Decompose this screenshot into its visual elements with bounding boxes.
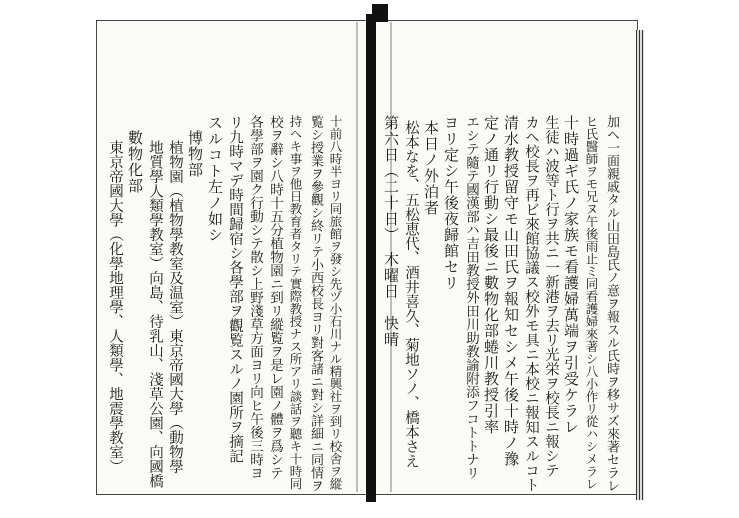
left-column-8: 博物部 (186, 130, 204, 178)
right-column-1: 加ヘ一面親戚タル山田島氏ノ意ヲ報スル氏時ヲ移サズ來著セラレ (604, 115, 619, 492)
left-column-7: スルコト左ノ如シ (206, 115, 224, 243)
left-gutter-shadow (356, 22, 358, 492)
page-edge-stack (636, 30, 644, 500)
left-column-10: 地質學人類學教室）向島、待乳山、淺草公園、向國橋 (147, 140, 163, 488)
right-column-3: 十時過ギ氏ノ家族モ看護婦萬端ヲ引受ケラレ (562, 115, 580, 435)
left-column-1: 十前八時半ヨリ同旅館ヲ發シ先ヅ小石川ナル精興社ヲ到リ校舎ヲ縱 (328, 115, 343, 490)
right-column-9: ヨリ定シ午後夜歸館セリ (442, 115, 460, 291)
left-column-3: 持ヘキ事ヲ他日教育者タリテ實際教授ナス所アリ談話ヲ聽キ十時同 (288, 115, 303, 490)
left-column-12: 東京帝國大學（化學地理學、人類學、地震學教室） (107, 140, 123, 474)
left-column-2: 覧シ授業ヲ參觀シ終リテ小西校長ヨリ對客諸ニ對シ詳細ニ同情ヲ (308, 115, 323, 492)
right-column-2: ヒ氏醫師ヲモ兄ヌ午後雨止ミ同看護婦來著シ八小作リ從ハシメラレ (584, 115, 599, 490)
right-column-6: 清水教授留守モ山田氏ヲ報知セシメ午後十時ノ豫 (502, 115, 520, 467)
left-column-4: 校ヲ辭シ八時十五分植物園ニ到リ縱覧ヲ是レ園ノ體ヲ爲シテ (267, 115, 283, 480)
right-column-11: 松本なを、五松恵代、酒井喜久、菊地ソノ、橋本さえ (403, 120, 419, 468)
left-column-5: 各學部ヲ園ク行動シテ散シ上野淺草方面ヨリ向ヒ午後三時ヨ (247, 115, 263, 480)
left-column-9: 植物園（植物學教室及温室）東京帝國大學（動物學 (167, 140, 183, 474)
spine-binding-tab (372, 4, 388, 22)
right-column-8: エシテ隨テ國漢部ハ吉田教授外田川助教諭附添フコトトナリ (463, 115, 479, 480)
right-column-7: 定ノ通リ行動シ最後ニ數物化部蜷川教授引率 (482, 115, 500, 435)
left-column-11: 數物化部 (126, 130, 144, 194)
right-column-10: 本日ノ外泊者 (422, 120, 440, 216)
right-column-12: 第六日（二十日） 木曜日 快晴 (382, 115, 400, 348)
book-spine (366, 14, 376, 502)
left-column-6: リ九時マデ時間歸宿シ各學部ヲ觀覧スルノ園所ヲ摘記 (227, 115, 243, 463)
right-column-5: カヘ校長ヲ再ビ來館協議ス校外モ具ニ本校ニ報知スルコト (523, 115, 539, 492)
right-column-4: 生徒ハ波等ト行ヲ共ニ一新港ヲ去リ光栄ヲ校長ニ報シテ (543, 115, 559, 478)
